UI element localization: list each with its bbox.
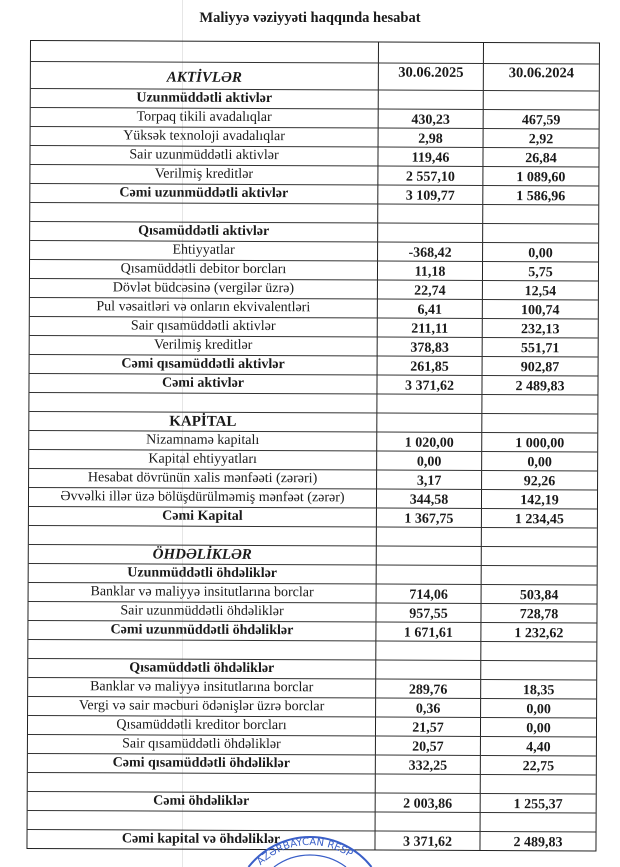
table-row	[30, 335, 598, 356]
row-label: Cəmi uzunmüddətli aktivlər	[119, 185, 289, 202]
value-2024: 142,19	[481, 490, 597, 509]
value-2024: 1 255,37	[480, 794, 596, 813]
value-2024: 503,84	[481, 585, 597, 604]
table-row	[28, 715, 596, 736]
table-row	[28, 734, 596, 755]
value-2025	[376, 528, 481, 546]
row-label: Sair uzunmüddətli aktivlər	[129, 147, 279, 164]
value-2025	[376, 566, 481, 584]
value-2024	[480, 642, 596, 661]
value-2025: 344,58	[376, 490, 481, 508]
row-label: Cəmi qısamüddətli öhdəliklər	[112, 755, 291, 772]
total-row	[28, 791, 596, 812]
table-row	[29, 582, 597, 603]
value-2025: 21,57	[375, 718, 480, 736]
column-header-2024: 30.06.2024	[483, 64, 599, 91]
row-label: Hesabat dövrünün xalis mənfəəti (zərəri)	[87, 470, 318, 487]
table-row	[28, 696, 596, 717]
balance-sheet-table	[26, 40, 600, 851]
row-label: Cəmi uzunmüddətli öhdəliklər	[110, 622, 294, 639]
value-2024: 5,75	[482, 262, 598, 281]
page-title: Maliyyə vəziyyəti haqqında hesabat	[199, 10, 421, 26]
row-label: Cəmi aktivlər	[161, 375, 245, 391]
value-2025: 2 003,86	[375, 794, 480, 812]
value-2024	[481, 547, 597, 566]
value-2024: 1 232,62	[480, 623, 596, 642]
value-2024: 22,75	[480, 756, 596, 775]
row-label: Torpaq tikili avadalıqlar	[136, 109, 272, 126]
value-2024: 1 089,60	[482, 167, 598, 186]
table-row	[30, 297, 598, 318]
row-label: Uzunmüddətli öhdəliklər	[127, 565, 278, 582]
value-2025: 6,41	[377, 300, 482, 318]
row-label: Ehtiyyatlar	[172, 242, 235, 258]
table-row	[31, 107, 599, 128]
table-row	[28, 677, 596, 698]
blank-row	[28, 810, 596, 831]
blank-row	[28, 639, 596, 660]
row-label: Yüksək texnoloji avadalıqlar	[123, 128, 285, 145]
total-row	[30, 183, 598, 204]
section-row	[30, 221, 598, 242]
section-row	[29, 563, 597, 584]
row-label: Kapital ehtiyyatları	[148, 451, 257, 467]
table-row	[29, 487, 597, 508]
value-2025: 3 109,77	[377, 186, 482, 204]
row-label: Qısamüddətli öhdəliklər	[129, 660, 275, 677]
value-2024: 551,71	[482, 338, 598, 357]
table-row	[30, 278, 598, 299]
value-2024: 100,74	[482, 300, 598, 319]
row-label: Əvvəlki illər üzə bölüşdürülməmiş mənfəət (zərər)	[60, 489, 345, 506]
value-2025: 2,98	[378, 129, 483, 147]
row-label: Banklar və maliyyə insitutlarına borclar	[90, 679, 314, 696]
table-row	[30, 164, 598, 185]
blank-row	[30, 202, 598, 223]
value-2024: 26,84	[482, 148, 598, 167]
total-row	[30, 354, 598, 375]
value-2025: 3,17	[376, 471, 481, 489]
value-2024	[482, 224, 598, 243]
value-2025	[376, 414, 481, 432]
table-row	[31, 126, 599, 147]
value-2024: 902,87	[482, 357, 598, 376]
value-2025	[375, 661, 480, 679]
value-2024: 0,00	[481, 452, 597, 471]
value-2024: 92,26	[481, 471, 597, 490]
value-2024: 1 000,00	[481, 433, 597, 452]
value-2025	[377, 205, 482, 223]
row-label	[28, 640, 375, 660]
value-2025: 22,74	[377, 281, 482, 299]
row-label: KAPİTAL	[169, 413, 237, 430]
table-row	[30, 316, 598, 337]
row-label: Cəmi Kapital	[162, 508, 243, 524]
value-2025: 119,46	[377, 148, 482, 166]
row-label: Cəmi öhdəliklər	[153, 793, 250, 809]
row-label	[28, 811, 375, 831]
value-2025	[375, 642, 480, 660]
row-label: Sair qısamüddətli aktivlər	[130, 318, 276, 335]
value-2025	[377, 224, 482, 242]
value-2025	[376, 547, 481, 565]
value-2024: 2,92	[483, 129, 599, 148]
value-2024: 232,13	[482, 319, 598, 338]
row-label	[28, 773, 375, 793]
value-2024	[481, 528, 597, 547]
value-2025: 3 371,62	[376, 376, 481, 394]
value-2024	[480, 661, 596, 680]
row-label	[29, 393, 376, 413]
value-2024: 4,40	[480, 737, 596, 756]
row-label: Qısamüddətli aktivlər	[138, 223, 270, 240]
value-2024	[480, 775, 596, 794]
value-2024	[481, 566, 597, 585]
value-2025: 332,25	[375, 756, 480, 774]
blank-row	[28, 772, 596, 793]
table-top-blank-row	[31, 41, 599, 63]
value-2025: 378,83	[377, 338, 482, 356]
section-row	[29, 411, 597, 432]
row-label: Qısamüddətli kreditor borcları	[116, 717, 287, 734]
official-stamp	[225, 835, 395, 867]
row-label: Cəmi kapital və öhdəliklər	[121, 831, 281, 848]
value-2025: 289,76	[375, 680, 480, 698]
row-label: Uzunmüddətli aktivlər	[136, 90, 273, 107]
value-2024: 1 234,45	[481, 509, 597, 528]
row-label	[29, 526, 376, 546]
value-2025	[378, 91, 483, 109]
value-2024: 0,00	[480, 699, 596, 718]
row-label: Qısamüddətli debitor borcları	[120, 261, 287, 278]
row-label: Sair qısamüddətli öhdəliklər	[122, 736, 281, 753]
value-2024	[481, 395, 597, 414]
value-2025	[375, 813, 480, 831]
value-2025: 430,23	[378, 110, 483, 128]
value-2024: 467,59	[483, 110, 599, 129]
row-label: Sair uzunmüddətli öhdəliklər	[120, 603, 284, 620]
row-label: Banklar və maliyyə insitutlarına borclar	[90, 584, 314, 601]
value-2025: 211,11	[377, 319, 482, 337]
row-label: ÖHDƏLİKLƏR	[152, 546, 252, 563]
total-row	[28, 753, 596, 774]
table-row	[29, 430, 597, 451]
value-2024: 1 586,96	[482, 186, 598, 205]
value-2025: 1 367,75	[376, 509, 481, 527]
value-2025: 0,00	[376, 452, 481, 470]
value-2025: 1 671,61	[375, 623, 480, 641]
row-label	[30, 203, 377, 223]
value-2025: 261,85	[377, 357, 482, 375]
value-2024	[482, 205, 598, 224]
blank-row	[29, 525, 597, 546]
value-2025	[376, 395, 481, 413]
column-header-2025: 30.06.2025	[378, 64, 483, 90]
table-row	[29, 468, 597, 489]
value-2024	[480, 813, 596, 832]
section-row	[29, 544, 597, 565]
row-label: Pul vəsaitləri və onların ekvivalentləri	[96, 299, 311, 316]
value-2025: 1 020,00	[376, 433, 481, 451]
table-row	[30, 145, 598, 166]
value-2025: -368,42	[377, 243, 482, 261]
value-2024: 728,78	[480, 604, 596, 623]
row-label: Nizamnamə kapitalı	[146, 432, 260, 449]
total-row	[29, 373, 597, 394]
row-label: Cəmi qısamüddətli aktivlər	[121, 356, 285, 373]
value-2025: 2 557,10	[377, 167, 482, 185]
row-label: Dövlət büdcəsinə (vergilər üzrə)	[112, 280, 295, 297]
table-row	[30, 259, 598, 280]
value-2025: 3 371,62	[374, 832, 479, 850]
value-2025: 0,36	[375, 699, 480, 717]
value-2025	[375, 775, 480, 793]
table-header-row	[31, 61, 599, 90]
value-2024: 18,35	[480, 680, 596, 699]
section-row	[31, 88, 599, 109]
blank-row	[29, 392, 597, 413]
value-2025: 714,06	[376, 585, 481, 603]
row-label: Verilmiş kreditlər	[154, 166, 254, 182]
value-2024: 2 489,83	[479, 832, 595, 851]
value-2025: 957,55	[375, 604, 480, 622]
row-label: Verilmiş kreditlər	[153, 337, 253, 353]
section-row	[28, 658, 596, 679]
row-label: Vergi və sair məcburi ödənişlər üzrə borclar	[78, 698, 325, 715]
value-2025: 11,18	[377, 262, 482, 280]
value-2024: 0,00	[480, 718, 596, 737]
value-2025: 20,57	[375, 737, 480, 755]
value-2024: 0,00	[482, 243, 598, 262]
table-row	[30, 240, 598, 261]
total-row	[28, 620, 596, 641]
value-2024: 12,54	[482, 281, 598, 300]
value-2024	[483, 91, 599, 110]
value-2024	[481, 414, 597, 433]
table-row	[28, 601, 596, 622]
table-row	[29, 449, 597, 470]
total-row	[29, 506, 597, 527]
svg-text:AZƏRBAYCAN RESP: AZƏRBAYCAN RESP	[255, 836, 355, 867]
section-heading-assets: AKTİVLƏR	[166, 69, 242, 86]
value-2024: 2 489,83	[481, 376, 597, 395]
